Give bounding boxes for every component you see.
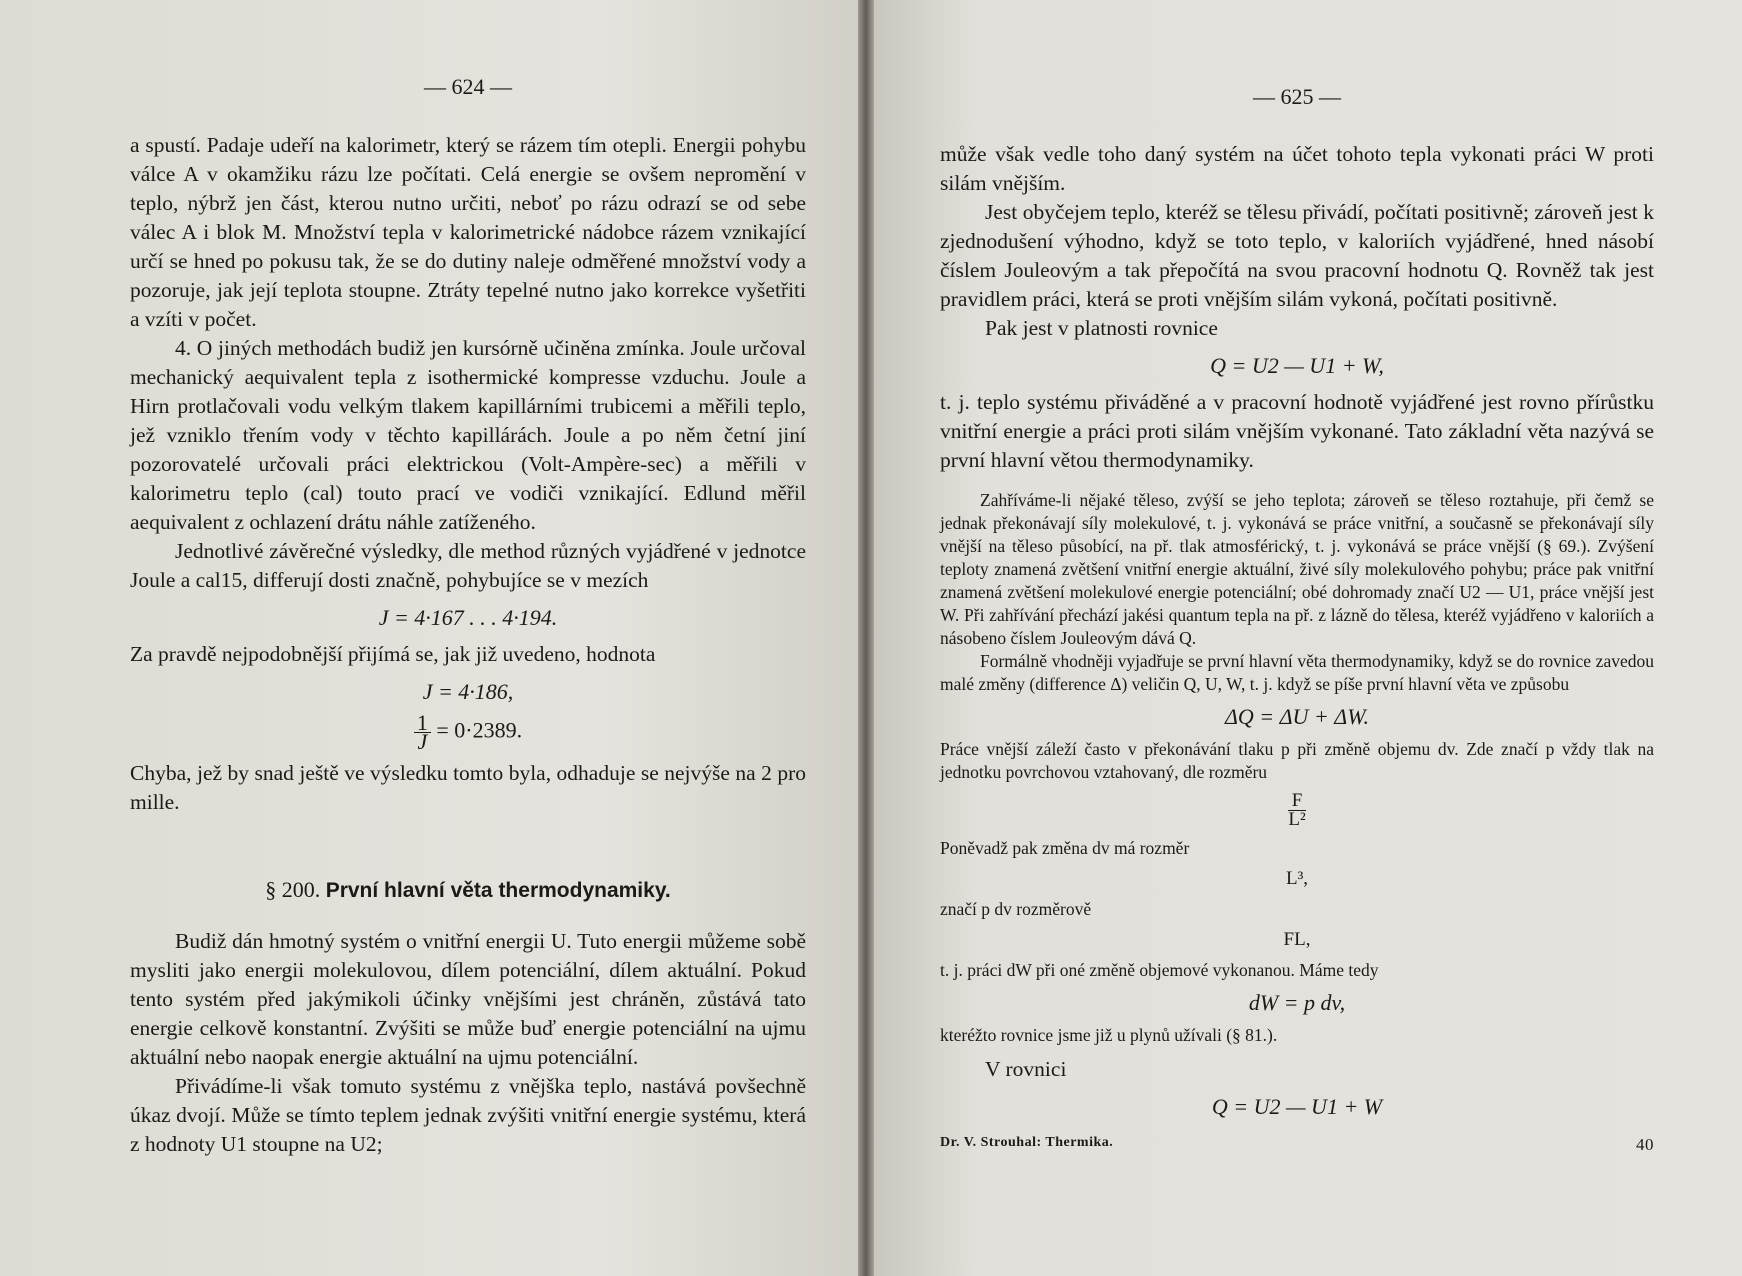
paragraph: a spustí. Padaje udeří na kalorimetr, který se rázem tím otepli. Energii pohybu válce A v okamžiku rázu lze počítati. Celá energie se ovšem nepromění v teplo, nýbrž jen část, kterou nutno určiti, neboť po rázu odrazí se od sebe válec A i blok M. Množství tepla v kalorimetrické nádobce rázem vznikající určí se hned po pokusu tak, že se do dutiny naleje odměřené množství vody a pozoruje, jak její teplota stoupne. Ztráty tepelné nutno jako korrekce vyšetřiti a vzíti v počet. — [130, 133, 806, 331]
fraction-denominator: L² — [1288, 809, 1306, 830]
paragraph: Jest obyčejem teplo, kteréž se tělesu přivádí, počítati positivně; zároveň jest k zjednodušení výhodno, když se toto teplo, v kaloriích vyjádřené, hned násobí číslem Jouleovým a tak přepočítá na svou pracovní hodnotu Q. Rovněž tak jest pravidlem práci, která se proti vnějším silám vykoná, počítati positivně. — [940, 200, 1654, 311]
section-title: První hlavní věta thermodynamiky. — [325, 879, 671, 902]
paragraph: Za pravdě nejpodobnější přijímá se, jak již uvedeno, hodnota — [130, 642, 656, 666]
paragraph: značí p dv rozměrově — [940, 899, 1092, 919]
footer-signature: Dr. V. Strouhal: Thermika. — [940, 1135, 1114, 1150]
dimension-fraction — [940, 792, 1654, 829]
equation: Q = U2 — U1 + W — [1211, 1094, 1383, 1119]
paragraph: kteréžto rovnice jsme již u plynů užívali (§ 81.). — [940, 1025, 1278, 1045]
page-number: — 625 — — [1253, 84, 1341, 109]
main-text — [940, 1055, 1654, 1121]
paragraph: Pak jest v platnosti rovnice — [985, 316, 1218, 340]
paragraph: 4. O jiných methodách budiž jen kursórně učiněna zmínka. Joule určoval mechanický aequivalent tepla z isothermické kompresse vzduchu. Joule a Hirn protlačovali vodu velkým tlakem kapillárními trubicemi a měřili teplo, jež vzniklo třením vody v těchto kapillárách. Joule a po něm četní jiní pozorovatelé určovali práci elektrickou (Volt-Ampère-sec) a měřili v kalorimetru teplo (cal) touto prací ve vodiči vznikající. Edlund měřil aequivalent z ochlazení drátu náhle zatíženého. — [130, 336, 806, 534]
section-number: § 200. — [265, 877, 321, 902]
equation-rest: = 0·2389. — [436, 717, 523, 743]
small-print — [940, 489, 1654, 1047]
equation: J = 4·167 . . . 4·194. — [378, 605, 558, 630]
paragraph: V rovnici — [985, 1057, 1067, 1081]
equation: dW = p dv, — [1248, 990, 1346, 1015]
footer-sheet-number: 40 — [1636, 1135, 1654, 1154]
equation: Q = U2 — U1 + W, — [1210, 353, 1384, 378]
paragraph: Formálně vhodněji vyjadřuje se první hlavní věta thermodynamiky, když se do rovnice zavedou malé změny (difference Δ) veličin Q, U, W, t. j. když se píše první hlavní věta ve způsobu — [940, 651, 1654, 694]
paragraph: t. j. práci dW při oné změně objemové vykonanou. Máme tedy — [940, 960, 1379, 980]
page-footer — [940, 1135, 1654, 1155]
paragraph: Zahříváme-li nějaké těleso, zvýší se jeho teplota; zároveň se těleso roztahuje, při čemž se jednak překonávají síly molekulové, t. j. vykonává se práce vnitřní, a současně se překonávají síly vnější na těleso působící, na př. tlak atmosférický, t. j. vykonává se práce vnější (§ 69.). Zvýšení teploty znamená zvětšení vnitřní energie aktuální, živé síly molekulového pohybu; práce pak vnitřní znamená zvětšení molekulové energie potenciální; obé dohromady značí U2 — U1, práce vnější jest W. Při zahřívání přechází jakési quantum tepla na př. z lázně do tělesa, kteréž vyjádřeno v kaloriích a násobeno číslem Jouleovým dává Q. — [940, 490, 1654, 648]
fraction-denominator: J — [417, 729, 428, 754]
paragraph: Budiž dán hmotný systém o vnitřní energii U. Tuto energii můžeme sobě mysliti jako energii molekulovou, dílem potenciální, dílem aktuální. Pokud tento systém před jakýmikoli účinky vnějšími jest chráněn, zůstává tato energie celkově konstantní. Zvýšiti se může buď energie potenciální na ujmu aktuální nebo naopak energie aktuální na ujmu potenciální. — [130, 929, 806, 1069]
paragraph: Jednotlivé závěrečné výsledky, dle method různých vyjádřené v jednotce Joule a cal15, differují dosti značně, pohybujíce se v mezích — [130, 539, 806, 592]
paragraph: Přivádíme-li však tomuto systému z vnějška teplo, nastává povšechně úkaz dvojí. Může se tímto teplem jednak zvýšiti vnitřní energie systému, která z hodnoty U1 stoupne na U2; — [130, 1074, 806, 1156]
page-number: — 624 — — [424, 74, 512, 99]
paragraph: Poněvadž pak změna dv má rozměr — [940, 838, 1190, 858]
paragraph: Práce vnější záleží často v překonávání tlaku p při změně objemu dv. Zde značí p vždy tlak na jednotku povrchovou vztahovaný, dle rozměru — [940, 739, 1654, 782]
main-text — [940, 140, 1654, 475]
right-page — [874, 0, 1742, 1276]
book-gutter — [858, 0, 874, 1276]
equation-fraction — [130, 710, 806, 754]
paragraph: Chyba, jež by snad ještě ve výsledku tomto byla, odhaduje se nejvýše na 2 pro mille. — [130, 761, 806, 814]
left-page — [0, 0, 858, 1276]
equation: J = 4·186, — [422, 679, 514, 704]
dimension: L³, — [1285, 868, 1309, 889]
paragraph: t. j. teplo systému přiváděné a v pracovní hodnotě vyjádřené jest rovno přírůstku vnitřní energie a práci proti silám vnějším vykonané. Tato základní věta nazývá se první hlavní větou thermodynamiky. — [940, 390, 1654, 472]
fraction-numerator: F — [1288, 792, 1305, 811]
equation: ΔQ = ΔU + ΔW. — [1224, 704, 1369, 729]
fraction-numerator: 1 — [414, 714, 431, 733]
fraction — [414, 710, 431, 754]
section-heading — [130, 875, 806, 905]
fraction — [1288, 792, 1305, 829]
paragraph: může však vedle toho daný systém na účet tohoto tepla vykonati práci W proti silám vnějším. — [940, 142, 1654, 195]
dimension: FL, — [1283, 929, 1311, 950]
